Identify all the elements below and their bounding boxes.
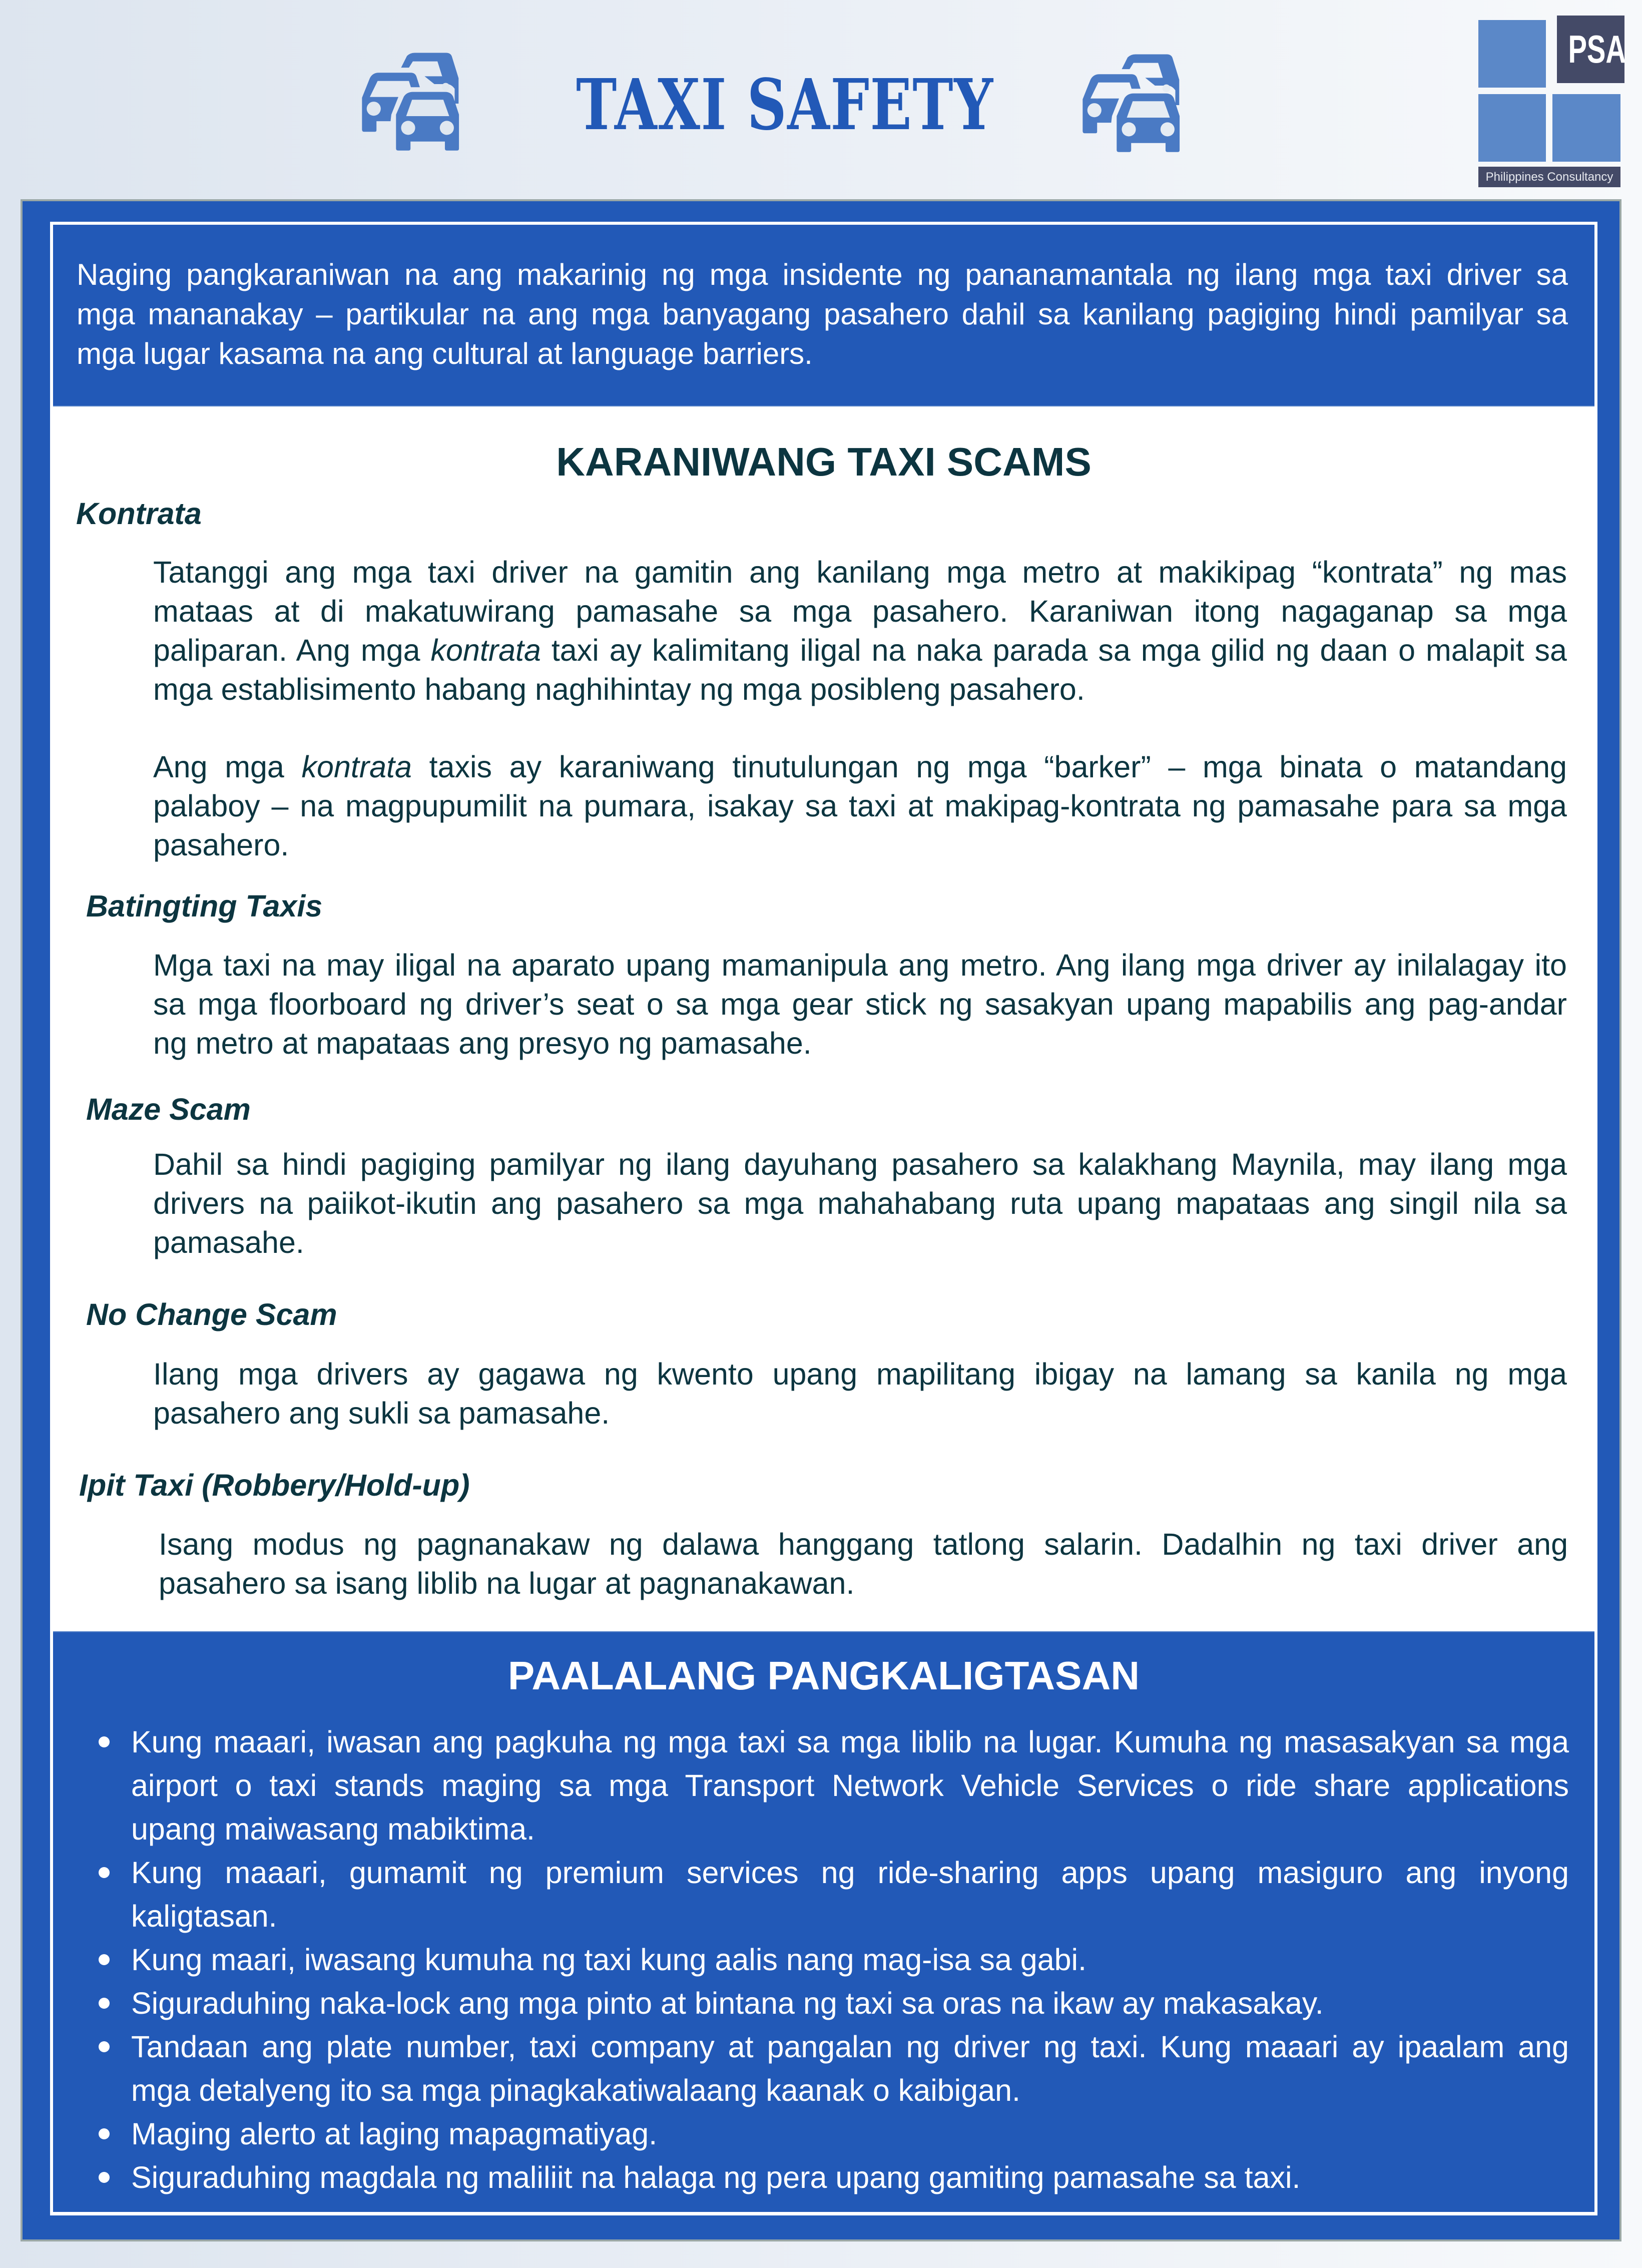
safety-tip bbox=[75, 2156, 1569, 2199]
page-title: TAXI SAFETY bbox=[576, 64, 994, 146]
text-segment: pamasahe. bbox=[153, 1225, 304, 1259]
text-line bbox=[159, 1525, 1568, 1564]
psa-logo bbox=[1471, 13, 1631, 193]
cars-traffic-icon bbox=[1069, 43, 1194, 168]
scam-description bbox=[159, 1525, 1568, 1603]
text-segment: mga lugar kasama na ang cultural at language barriers. bbox=[77, 337, 813, 370]
logo-square bbox=[1552, 94, 1620, 162]
bullet-icon bbox=[99, 1998, 110, 2009]
text-segment: drivers na paiikot-ikutin ang pasahero sa mga mahahabang ruta upang mapataas ang singil nila sa bbox=[153, 1186, 1567, 1220]
bullet-icon bbox=[99, 1736, 110, 1747]
text-line bbox=[153, 670, 1567, 709]
intro-paragraph bbox=[77, 255, 1568, 373]
cars-traffic-icon bbox=[348, 41, 473, 166]
scam-description bbox=[153, 946, 1567, 1063]
text-segment: ng metro at mapataas ang presyo ng pamasahe. bbox=[153, 1026, 812, 1060]
safety-tip bbox=[75, 2112, 1569, 2156]
text-line bbox=[77, 255, 1568, 294]
text-segment: pasahero sa isang liblib na lugar at pagnanakawan. bbox=[159, 1566, 855, 1600]
tip-line: kaligtasan. bbox=[131, 1899, 277, 1933]
text-line bbox=[153, 631, 1567, 670]
tip-line: Kung maaari, iwasan ang pagkuha ng mga taxi sa mga liblib na lugar. Kumuha ng masasakyan sa mga bbox=[131, 1725, 1569, 1759]
scam-title-no-change: No Change Scam bbox=[86, 1297, 337, 1331]
bullet-icon bbox=[99, 1954, 110, 1965]
bullet-icon bbox=[99, 2172, 110, 2183]
safety-tip bbox=[75, 1851, 1569, 1938]
text-line bbox=[153, 1024, 1567, 1063]
text-segment: sa mga floorboard ng driver’s seat o sa mga gear stick ng sasakyan upang mapabilis ang pag-andar bbox=[153, 987, 1567, 1021]
tip-line: mga detalyeng ito sa mga pinagkakatiwalaang kaanak o kaibigan. bbox=[131, 2073, 1020, 2107]
text-segment: Dahil sa hindi pagiging pamilyar ng ilang dayuhang pasahero sa kalakhang Maynila, may ilang mga bbox=[153, 1147, 1567, 1181]
logo-square bbox=[1478, 94, 1546, 162]
tip-line: upang maiwasang mabiktima. bbox=[131, 1812, 535, 1846]
scam-description bbox=[153, 747, 1567, 864]
tip-line: Siguraduhing magdala ng maliliit na halaga ng pera upang gamiting pamasahe sa taxi. bbox=[131, 2160, 1301, 2194]
scam-title-kontrata: Kontrata bbox=[76, 497, 202, 531]
text-segment: Ilang mga drivers ay gagawa ng kwento upang mapilitang ibigay na lamang sa kanila ng mga bbox=[153, 1357, 1567, 1391]
logo-mark bbox=[1557, 16, 1624, 83]
tip-line: Kung maari, iwasang kumuha ng taxi kung aalis nang mag-isa sa gabi. bbox=[131, 1943, 1087, 1977]
text-segment: mataas at di makatuwirang pamasahe sa mga pasahero. Karaniwan itong nagaganap sa mga bbox=[153, 594, 1567, 628]
text-line bbox=[153, 1394, 1567, 1433]
text-line bbox=[153, 747, 1567, 786]
text-segment: Tatanggi ang mga taxi driver na gamitin ang kanilang mga metro at makikipag “kontrata” ng mas bbox=[153, 555, 1567, 589]
text-line bbox=[153, 1223, 1567, 1262]
scam-description bbox=[153, 1354, 1567, 1433]
text-line bbox=[153, 786, 1567, 825]
text-line bbox=[153, 592, 1567, 631]
logo-caption: Philippines Consultancy bbox=[1478, 167, 1620, 187]
text-segment: palaboy – na magpupumilit na pumara, isakay sa taxi at makipag-kontrata ng pamasahe para sa mga bbox=[153, 789, 1567, 823]
text-segment: pasahero ang sukli sa pamasahe. bbox=[153, 1396, 610, 1430]
text-segment: Isang modus ng pagnanakaw ng dalawa hanggang tatlong salarin. Dadalhin ng taxi driver ang bbox=[159, 1527, 1568, 1561]
bullet-icon bbox=[99, 2041, 110, 2052]
text-segment: Mga taxi na may iligal na aparato upang mamanipula ang metro. Ang ilang mga driver ay inilalagay ito bbox=[153, 948, 1567, 982]
text-segment: mga mananakay – partikular na ang mga banyagang pasahero dahil sa kanilang pagiging hindi pamilyar sa bbox=[77, 297, 1568, 331]
text-line bbox=[153, 825, 1567, 864]
scams-heading: KARANIWANG TAXI SCAMS bbox=[556, 439, 1091, 484]
safety-tip bbox=[75, 1720, 1569, 1851]
scam-title-batingting: Batingting Taxis bbox=[86, 889, 323, 923]
text-line bbox=[153, 1184, 1567, 1223]
safety-tips-list bbox=[75, 1720, 1569, 2199]
safety-tip bbox=[75, 2025, 1569, 2112]
text-segment: paliparan. Ang mga bbox=[153, 633, 431, 667]
safety-tip bbox=[75, 1982, 1569, 2025]
emphasis-text: kontrata bbox=[430, 633, 541, 667]
safety-heading: PAALALANG PANGKALIGTASAN bbox=[507, 1653, 1140, 1698]
scam-description bbox=[153, 553, 1567, 709]
safety-tip bbox=[75, 1938, 1569, 1982]
scam-description bbox=[153, 1145, 1567, 1262]
tip-line: airport o taxi stands maging sa mga Transport Network Vehicle Services o ride share applications bbox=[131, 1768, 1569, 1802]
text-line bbox=[77, 294, 1568, 334]
tip-line: Siguraduhing naka-lock ang mga pinto at bintana ng taxi sa oras na ikaw ay makasakay. bbox=[131, 1986, 1324, 2020]
text-line bbox=[153, 1354, 1567, 1394]
text-line bbox=[153, 1145, 1567, 1184]
text-line bbox=[153, 553, 1567, 592]
text-line bbox=[153, 946, 1567, 985]
text-segment: Ang mga bbox=[153, 750, 302, 784]
tip-line: Kung maaari, gumamit ng premium services ng ride-sharing apps upang masiguro ang inyong bbox=[131, 1856, 1569, 1890]
logo-mark-text: PSA bbox=[1568, 27, 1626, 71]
text-line bbox=[159, 1564, 1568, 1603]
text-line bbox=[153, 985, 1567, 1024]
tip-line: Tandaan ang plate number, taxi company at pangalan ng driver ng taxi. Kung maaari ay ipaalam ang bbox=[131, 2030, 1569, 2064]
scam-title-maze: Maze Scam bbox=[86, 1092, 251, 1126]
text-line bbox=[77, 334, 1568, 373]
text-segment: mga establisimento habang naghihintay ng mga posibleng pasahero. bbox=[153, 672, 1085, 706]
text-segment: taxis ay karaniwang tinutulungan ng mga “barker” – mga binata o matandang bbox=[411, 750, 1567, 784]
bullet-icon bbox=[99, 1867, 110, 1878]
text-segment: taxi ay kalimitang iligal na naka parada sa mga gilid ng daan o malapit sa bbox=[540, 633, 1567, 667]
scam-title-ipit-taxi: Ipit Taxi (Robbery/Hold-up) bbox=[79, 1468, 470, 1502]
bullet-icon bbox=[99, 2128, 110, 2139]
text-segment: pasahero. bbox=[153, 828, 289, 862]
emphasis-text: kontrata bbox=[301, 750, 412, 784]
text-segment: Naging pangkaraniwan na ang makarinig ng mga insidente ng pananamantala ng ilang mga taxi driver sa bbox=[77, 258, 1568, 291]
tip-line: Maging alerto at laging mapagmatiyag. bbox=[131, 2117, 658, 2151]
logo-square bbox=[1478, 20, 1546, 88]
